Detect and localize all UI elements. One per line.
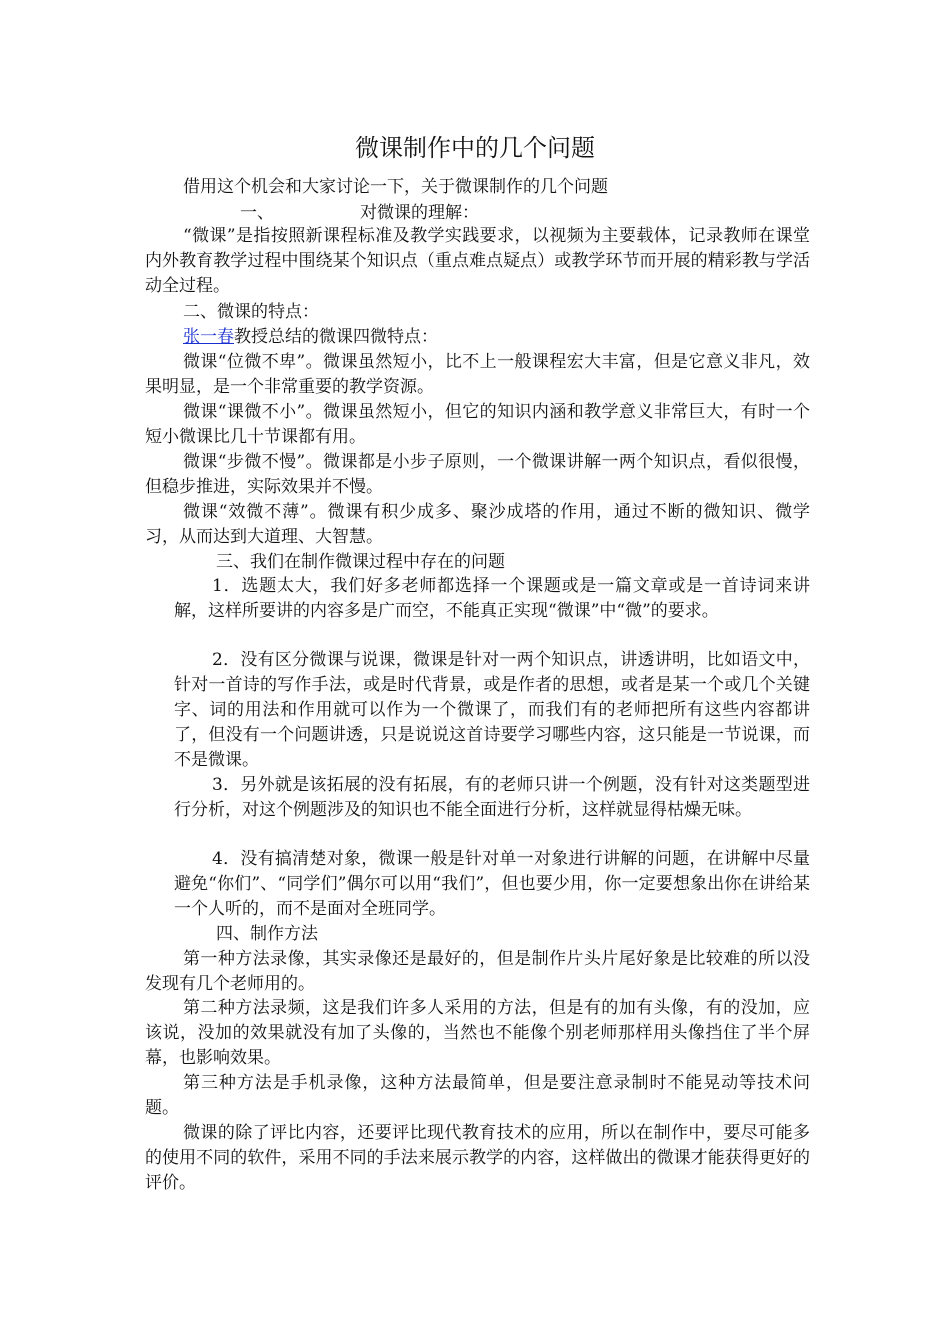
section1-heading: 对微课的理解： xyxy=(360,203,479,223)
section1-paragraph: “微课”是指按照新课程标准及教学实践要求，以视频为主要载体，记录教师在课堂内外教育教学过程中围绕某个知识点（重点难点疑点）或教学环节而开展的精彩教与学活动全过程。 xyxy=(145,226,810,296)
feature-point-2: 微课“课微不小”。微课虽然短小，但它的知识内涵和教学意义非常巨大，有时一个短小微课比几十节课都有用。 xyxy=(145,402,810,447)
method-paragraph-4: 微课的除了评比内容，还要评比现代教育技术的应用，所以在制作中，要尽可能多的使用不同的软件，采用不同的手法来展示教学的内容，这样做出的微课才能获得更好的评价。 xyxy=(145,1123,810,1193)
problem-item-3: 3．另外就是该拓展的没有拓展，有的老师只讲一个例题，没有针对这类题型进行分析，对这个例题涉及的知识也不能全面进行分析，这样就显得枯燥无味。 xyxy=(174,775,810,820)
section1-number: 一、 xyxy=(240,203,274,223)
author-link[interactable]: 张一春 xyxy=(183,327,234,347)
feature-point-1: 微课“位微不卑”。微课虽然短小，比不上一般课程宏大丰富，但是它意义非凡，效果明显，是一个非常重要的教学资源。 xyxy=(145,352,810,397)
problem-item-2: 2．没有区分微课与说课，微课是针对一两个知识点，讲透讲明，比如语文中，针对一首诗的写作手法，或是时代背景，或是作者的思想，或者是某一个或几个关键字、词的用法和作用就可以作为一个微课了，而我们有的老师把所有这些内容都讲了，但没有一个问题讲透，只是说说这首诗要学习哪些内容，这只能是一节说课，而不是微课。 xyxy=(174,650,810,770)
section4-heading: 四、制作方法 xyxy=(216,924,318,944)
feature-point-4: 微课“效微不薄”。微课有积少成多、聚沙成塔的作用，通过不断的微知识、微学习，从而达到大道理、大智慧。 xyxy=(145,502,810,547)
intro-line: 借用这个机会和大家讨论一下，关于微课制作的几个问题 xyxy=(183,177,608,197)
author-line xyxy=(183,325,438,350)
problem-item-1: 1．选题太大，我们好多老师都选择一个课题或是一篇文章或是一首诗词来讲解，这样所要讲的内容多是广而空，不能真正实现“微课”中“微”的要求。 xyxy=(174,576,810,621)
method-paragraph-3: 第三种方法是手机录像，这种方法最简单，但是要注意录制时不能晃动等技术问题。 xyxy=(145,1073,810,1118)
method-paragraph-1: 第一种方法录像，其实录像还是最好的，但是制作片头片尾好象是比较难的所以没发现有几个老师用的。 xyxy=(145,949,810,994)
problem-item-4: 4．没有搞清楚对象，微课一般是针对单一对象进行讲解的问题，在讲解中尽量避免“你们”、“同学们”偶尔可以用“我们”，但也要少用，你一定要想象出你在讲给某一个人听的，而不是面对全班同学。 xyxy=(174,849,810,919)
section2-heading: 二、微课的特点： xyxy=(183,302,319,322)
author-line-text: 教授总结的微课四微特点： xyxy=(234,327,438,347)
method-paragraph-2: 第二种方法录频，这是我们许多人采用的方法，但是有的加有头像，有的没加，应该说，没加的效果就没有加了头像的，当然也不能像个别老师那样用头像挡住了半个屏幕，也影响效果。 xyxy=(145,998,810,1068)
feature-point-3: 微课“步微不慢”。微课都是小步子原则，一个微课讲解一两个知识点，看似很慢，但稳步推进，实际效果并不慢。 xyxy=(145,452,810,497)
document-title: 微课制作中的几个问题 xyxy=(355,134,595,162)
section3-heading: 三、我们在制作微课过程中存在的问题 xyxy=(216,552,505,572)
